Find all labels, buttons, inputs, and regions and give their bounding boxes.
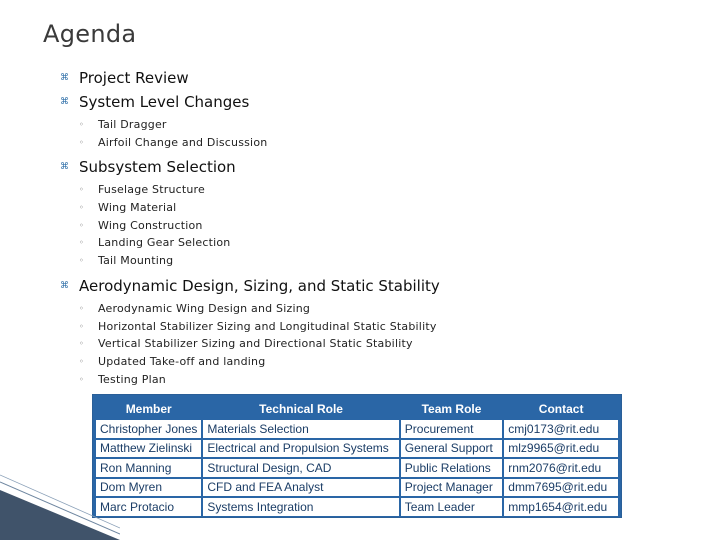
agenda-item — [60, 66, 700, 90]
agenda-item — [60, 155, 700, 179]
cell-contact: dmm7695@rit.edu — [504, 479, 618, 499]
agenda-item — [60, 274, 700, 298]
table-row — [96, 479, 618, 499]
header-team-role: Team Role — [401, 397, 505, 420]
header-technical-role: Technical Role — [203, 397, 400, 420]
sub-bullet-icon: ◦ — [79, 339, 84, 349]
sub-bullet-icon: ◦ — [79, 256, 84, 266]
sub-bullet-icon: ◦ — [79, 303, 84, 313]
agenda-subitem-label: Vertical Stabilizer Sizing and Directional Static Stability — [98, 337, 413, 351]
cell-member: Dom Myren — [96, 479, 203, 499]
cell-technical-role: Materials Selection — [203, 420, 400, 440]
agenda-subitem-label: Aerodynamic Wing Design and Sizing — [98, 301, 311, 315]
sub-bullet-icon: ◦ — [79, 321, 84, 331]
cell-team-role: Procurement — [401, 420, 505, 440]
agenda-subitem-label: Tail Mounting — [98, 254, 174, 268]
agenda-subitem-label: Tail Dragger — [98, 118, 167, 131]
agenda-subitem — [60, 217, 700, 235]
sub-bullet-icon: ◦ — [79, 120, 84, 129]
agenda-subitem — [60, 335, 700, 353]
table-row — [96, 498, 618, 516]
agenda-subitem — [60, 234, 700, 252]
cell-member: Matthew Zielinski — [96, 440, 203, 460]
decorative-corner-lines — [0, 430, 120, 540]
agenda-item-label: System Level Changes — [79, 93, 250, 111]
agenda-item-label: Subsystem Selection — [79, 158, 236, 177]
agenda-list — [60, 66, 700, 392]
agenda-subitem-label: Fuselage Structure — [98, 183, 206, 197]
agenda-subitem — [60, 116, 700, 134]
team-table-container — [92, 394, 622, 518]
sub-bullet-icon: ◦ — [79, 220, 84, 230]
header-member: Member — [96, 397, 203, 420]
agenda-subitem-label: Testing Plan — [98, 372, 166, 386]
bullet-icon: ⌘ — [60, 73, 69, 83]
sub-bullet-icon: ◦ — [79, 137, 84, 147]
cell-member: Marc Protacio — [96, 498, 203, 516]
bullet-icon: ⌘ — [60, 162, 69, 173]
agenda-subitem — [60, 252, 700, 270]
cell-team-role: Project Manager — [401, 479, 505, 499]
cell-member: Christopher Jones — [96, 420, 203, 440]
agenda-item-label: Project Review — [79, 69, 189, 87]
sub-bullet-icon: ◦ — [79, 203, 84, 213]
agenda-subitem — [60, 181, 700, 199]
cell-team-role: Team Leader — [401, 498, 505, 516]
cell-team-role: Public Relations — [401, 459, 505, 479]
agenda-subitem-label: Landing Gear Selection — [98, 236, 231, 250]
cell-member: Ron Manning — [96, 459, 203, 479]
bullet-icon: ⌘ — [60, 97, 69, 107]
agenda-item-label: Aerodynamic Design, Sizing, and Static Stability — [79, 276, 440, 295]
cell-contact: mlz9965@rit.edu — [504, 440, 618, 460]
sub-bullet-icon: ◦ — [79, 185, 84, 195]
agenda-subitem — [60, 199, 700, 217]
agenda-subitem-label: Wing Construction — [98, 218, 203, 232]
agenda-subitem — [60, 318, 700, 336]
cell-contact: rnm2076@rit.edu — [504, 459, 618, 479]
agenda-subitems — [60, 179, 700, 273]
header-contact: Contact — [504, 397, 618, 420]
table-row — [96, 459, 618, 479]
bullet-icon: ⌘ — [60, 280, 69, 291]
cell-technical-role: Electrical and Propulsion Systems — [203, 440, 400, 460]
cell-contact: cmj0173@rit.edu — [504, 420, 618, 440]
agenda-subitems — [60, 114, 700, 155]
agenda-subitem-label: Updated Take-off and landing — [98, 354, 266, 368]
sub-bullet-icon: ◦ — [79, 374, 84, 384]
team-table — [96, 397, 618, 516]
agenda-subitem-label: Wing Material — [98, 201, 177, 215]
agenda-subitem-label: Horizontal Stabilizer Sizing and Longitudinal Static Stability — [98, 319, 437, 333]
page-title: Agenda — [43, 20, 137, 48]
cell-team-role: General Support — [401, 440, 505, 460]
table-header-row — [96, 397, 618, 420]
agenda-subitem — [60, 300, 700, 318]
agenda-subitem — [60, 371, 700, 389]
sub-bullet-icon: ◦ — [79, 238, 84, 248]
agenda-subitem — [60, 353, 700, 371]
cell-contact: mmp1654@rit.edu — [504, 498, 618, 516]
cell-technical-role: Systems Integration — [203, 498, 400, 516]
cell-technical-role: CFD and FEA Analyst — [203, 479, 400, 499]
sub-bullet-icon: ◦ — [79, 356, 84, 366]
table-row — [96, 420, 618, 440]
agenda-item — [60, 90, 700, 114]
agenda-subitems — [60, 298, 700, 392]
agenda-subitem-label: Airfoil Change and Discussion — [98, 135, 268, 149]
table-row — [96, 440, 618, 460]
agenda-subitem — [60, 134, 700, 152]
cell-technical-role: Structural Design, CAD — [203, 459, 400, 479]
